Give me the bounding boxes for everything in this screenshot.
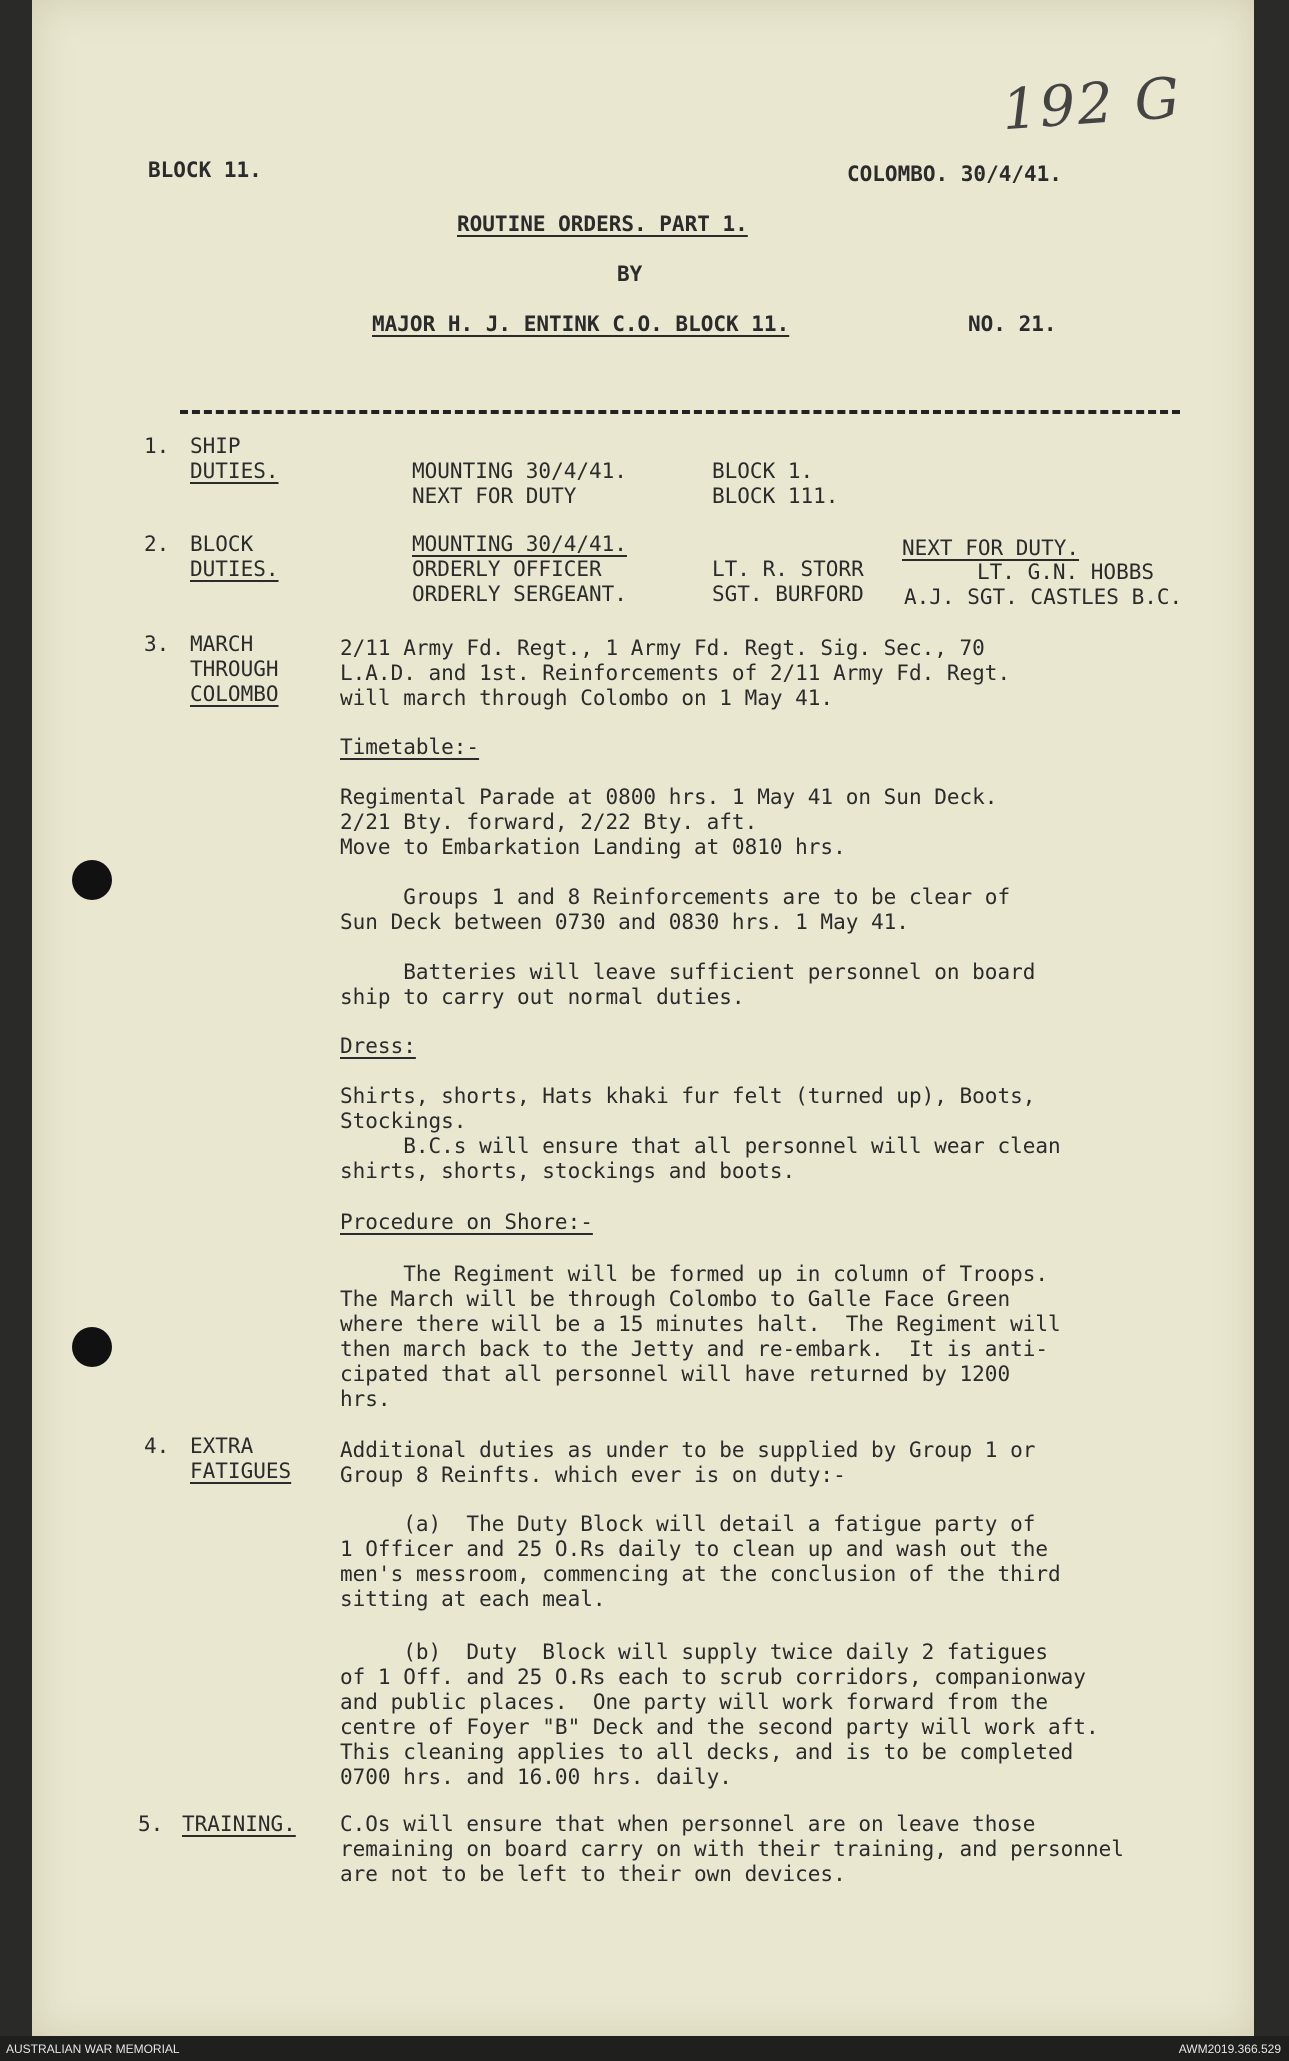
- orderly-officer-name: LT. R. STORR: [712, 557, 864, 581]
- footer-institution: AUSTRALIAN WAR MEMORIAL: [6, 2042, 180, 2056]
- section-4-heading-line1: EXTRA: [190, 1434, 254, 1458]
- section-3-heading-line2: THROUGH: [190, 657, 279, 681]
- handwritten-folio-number: 192 G: [999, 65, 1184, 144]
- section-2-heading-line2: DUTIES.: [190, 557, 279, 581]
- dress-para: Shirts, shorts, Hats khaki fur felt (turned up), Boots, Stockings. B.C.s will ensure that all personnel will wear clean shirts, shorts, stockings and boots.: [340, 1084, 1061, 1183]
- timetable-para-2: Groups 1 and 8 Reinforcements are to be clear of Sun Deck between 0730 and 0830 hrs. 1 May 41.: [340, 885, 1011, 934]
- footer-accession-number: AWM2019.366.529: [1178, 2042, 1281, 2056]
- section-2-number: 2.: [144, 532, 170, 556]
- section-1-heading-line2: DUTIES.: [190, 459, 279, 483]
- orderly-sergeant-label: ORDERLY SERGEANT.: [412, 582, 627, 606]
- document-page: [32, 0, 1254, 2036]
- section-3-number: 3.: [144, 632, 170, 656]
- issuing-officer: MAJOR H. J. ENTINK C.O. BLOCK 11.: [372, 312, 790, 336]
- procedure-heading: Procedure on Shore:-: [340, 1210, 593, 1234]
- orderly-officer-next: LT. G.N. HOBBS: [977, 560, 1155, 584]
- section-1-mounting: MOUNTING 30/4/41.: [412, 459, 627, 483]
- timetable-para-1: Regimental Parade at 0800 hrs. 1 May 41 on Sun Deck. 2/21 Bty. forward, 2/22 Bty. aft. Move to Embarkation Landing at 0810 hrs.: [340, 785, 998, 859]
- section-2-heading-line1: BLOCK: [190, 532, 254, 556]
- punch-hole-lower: [72, 1327, 112, 1367]
- document-title: ROUTINE ORDERS. PART 1.: [457, 212, 748, 236]
- place-date: COLOMBO. 30/4/41.: [847, 162, 1062, 186]
- orderly-officer-label: ORDERLY OFFICER: [412, 557, 602, 581]
- section-4-para-a: (a) The Duty Block will detail a fatigue party of 1 Officer and 25 O.Rs daily to clean up and wash out the men's messroom, commencing at the conclusion of the third sitting at each meal.: [340, 1512, 1061, 1611]
- orderly-sergeant-next: A.J. SGT. CASTLES B.C.: [904, 585, 1183, 609]
- section-2-mounting: MOUNTING 30/4/41.: [412, 532, 627, 556]
- section-1-next: NEXT FOR DUTY: [412, 484, 577, 508]
- section-1-number: 1.: [144, 434, 170, 458]
- procedure-para: The Regiment will be formed up in column of Troops. The March will be through Colombo to Galle Face Green where there will be a 15 minutes halt. The Regiment will then march back to the Jetty and re-embark. It is anti- cipated that all personnel will have returned by 1200 hrs.: [340, 1262, 1061, 1411]
- section-2-next-for-duty: NEXT FOR DUTY.: [902, 536, 1080, 560]
- section-1-next-block: BLOCK 111.: [712, 484, 839, 508]
- section-3-heading-line3: COLOMBO: [190, 682, 279, 706]
- section-1-heading-line1: SHIP: [190, 434, 241, 458]
- orderly-sergeant-name: SGT. BURFORD: [712, 582, 864, 606]
- section-5-number: 5.: [138, 1812, 164, 1836]
- dress-heading: Dress:: [340, 1034, 416, 1058]
- section-1-mounting-block: BLOCK 1.: [712, 459, 814, 483]
- section-5-text: C.Os will ensure that when personnel are on leave those remaining on board carry on with their training, and personnel are not to be left to their own devices.: [340, 1812, 1124, 1886]
- section-4-number: 4.: [144, 1434, 170, 1458]
- section-3-intro: 2/11 Army Fd. Regt., 1 Army Fd. Regt. Sig. Sec., 70 L.A.D. and 1st. Reinforcements of 2/11 Army Fd. Regt. will march through Colombo on 1 May 41.: [340, 636, 1011, 710]
- header-divider: [180, 410, 1180, 414]
- order-number: NO. 21.: [968, 312, 1057, 336]
- section-4-intro: Additional duties as under to be supplied by Group 1 or Group 8 Reinfts. which ever is on duty:-: [340, 1438, 1036, 1487]
- archive-footer-bar: [0, 2036, 1289, 2061]
- timetable-heading: Timetable:-: [340, 735, 480, 759]
- section-4-para-b: (b) Duty Block will supply twice daily 2 fatigues of 1 Off. and 25 O.Rs each to scrub corridors, companionway and public places. One party will work forward from the centre of Foyer "B" Deck and the second party will work aft. This cleaning applies to all decks, and is to be completed 0700 hrs. and 16.00 hrs. daily.: [340, 1640, 1099, 1789]
- punch-hole-upper: [72, 860, 112, 900]
- by-line: BY: [617, 262, 643, 286]
- timetable-para-3: Batteries will leave sufficient personnel on board ship to carry out normal duties.: [340, 960, 1036, 1009]
- block-label: BLOCK 11.: [148, 158, 262, 182]
- section-4-heading-line2: FATIGUES: [190, 1459, 292, 1483]
- section-5-heading: TRAINING.: [182, 1812, 296, 1836]
- section-3-heading-line1: MARCH: [190, 632, 254, 656]
